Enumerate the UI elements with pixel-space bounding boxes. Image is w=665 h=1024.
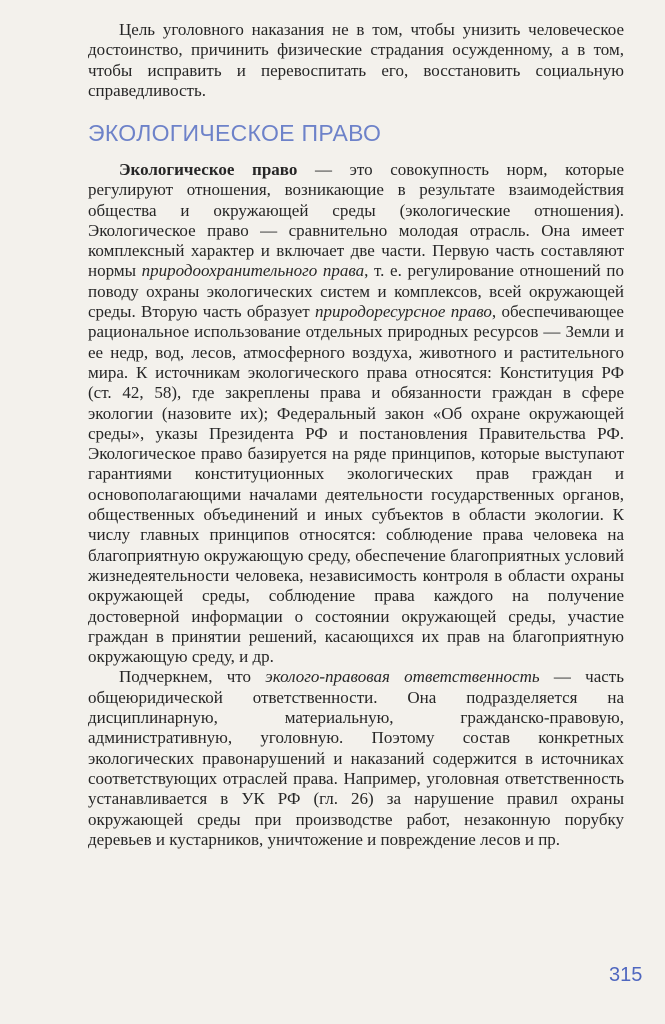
para1-text-3: , обеспечивающее рациональное использование отдельных природных ресурсов — Земли и ее недр, вод, лесов, атмосферного воздуха, животного и растительного мира. К источникам экологического права относятся: Конституция РФ (ст. 42, 58), где закреплены права и обязанности граждан в сфере экологии (назовите их); Федеральный закон «Об охране окружающей среды», указы Президента РФ и постановления Правительства РФ. Экологическое право базируется на ряде принципов, которые выступают гарантиями конституционных экологических прав граждан и основополагающими началами деятельности государственных органов, общественных объединений и иных субъектов в области экологии. К числу главных принципов относятся: соблюдение права человека на благоприятную окружающую среду, обеспечение благоприятных условий жизнедеятельности человека, независимость контроля в области охраны окружающей среды, соблюдение права каждого на получение достоверной информации о состоянии окружающей среды, участие граждан в принятии решений, касающихся их прав на благоприятную окружающую среду, и др.: [88, 302, 624, 667]
para2-text-1: Подчеркнем, что: [119, 667, 266, 687]
section-heading: ЭКОЛОГИЧЕСКОЕ ПРАВО: [88, 120, 382, 146]
para1-text-2: , т. е. регулирование отношений по поводу охраны экологических систем и комплексов, всей окружающей среды. Вторую часть образует: [88, 261, 624, 322]
paragraph-ecological-law: [88, 160, 624, 667]
term-natural-resource-law: природоресурсное право: [314, 302, 492, 322]
paragraph-responsibility: [88, 667, 624, 850]
section-body: [88, 160, 624, 850]
intro-text: [88, 20, 624, 101]
intro-paragraph: Цель уголовного наказания не в том, чтобы унизить человеческое достоинство, причинить физические страдания осужденному, а в том, чтобы исправить и перевоспитать его, восстановить социальную справедливость.: [88, 20, 624, 100]
para2-text-2: — часть общеюридической ответственности. Она подразделяется на дисциплинарную, материальную, гражданско-правовую, административную, уголовную. Поэтому состав конкретных экологических правонарушений и наказаний содержится в источниках соответствующих отраслей права. Например, уголовная ответственность устанавливается в УК РФ (гл. 26) за нарушение правил охраны окружающей среды при производстве работ, незаконную порубку деревьев и кустарников, уничтожение и повреждение лесов и пр.: [88, 667, 624, 849]
term-ecological-law: Экологическое право: [119, 160, 298, 179]
term-nature-protection-law: природоохранительного права: [141, 261, 365, 281]
term-eco-legal-responsibility: эколого-правовая ответственность: [265, 667, 540, 687]
para1-text-1: — это совокупность норм, которые регулируют отношения, возникающие в результате взаимодействия общества и окружающей среды (экологические отношения). Экологическое право — сравнительно молодая отрасль. Она имеет комплексный характер и включает две части. Первую часть составляют нормы: [88, 160, 625, 281]
page-number: 315: [609, 964, 643, 986]
